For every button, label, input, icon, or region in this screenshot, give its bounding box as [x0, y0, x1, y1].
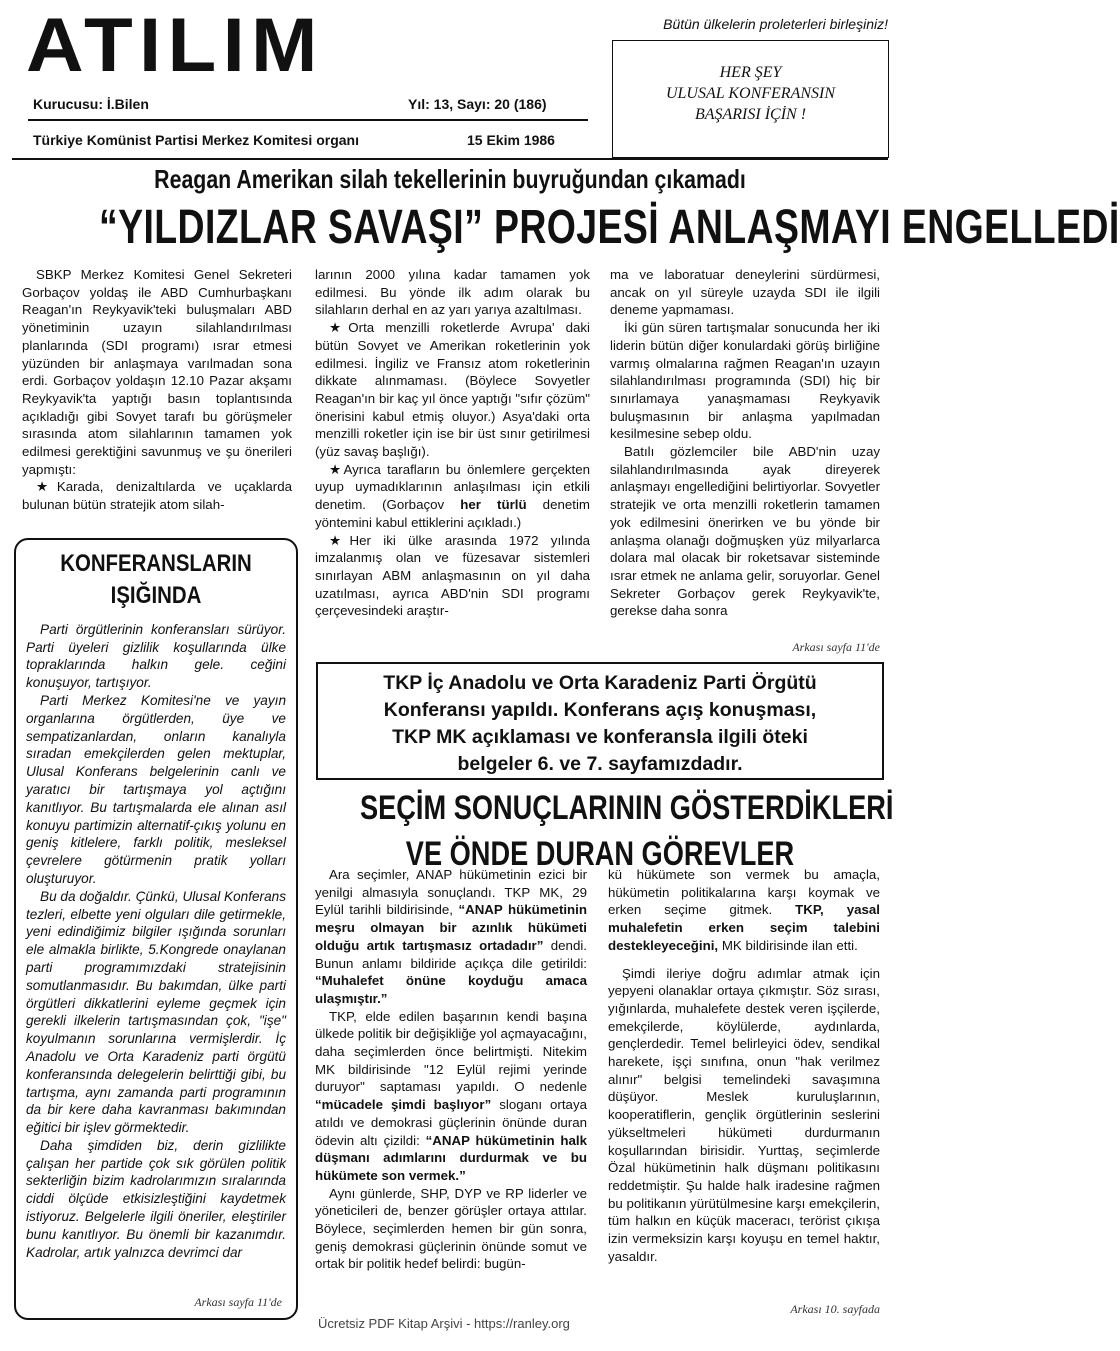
lead-continued: Arkası sayfa 11'de [792, 640, 880, 654]
paragraph: ★Karada, denizaltılarda ve uçaklarda bulunan bütün stratejik atom silah- [22, 479, 292, 513]
paragraph: Aynı günlerde, SHP, DYP ve RP liderler ve yöneticileri de, benzer görüşler ortaya attılar. Böylece, seçimlerden hemen bir gün sonra, geniş demokrasi güçlerinin önünde somut ve ortak bir politik hedef belirdi: bugün- [315, 1185, 587, 1272]
paragraph: larının 2000 yılına kadar tamamen yok edilmesi. Bu yönde ilk adım olarak bu silahların derhal en az yarı yarıya azaltılması. [315, 267, 590, 318]
paragraph: Parti örgütlerinin konferansları sürüyor. Parti üyeleri gizlilik koşullarında ülke topraklarında halkın gele. ceğini konuşuyor, tartışıyor. [26, 621, 286, 691]
paragraph [608, 866, 880, 955]
paragraph: Batılı gözlemciler bile ABD'nin uzay silahlandırılmasında ayak direyerek anlaşmayı engellediğini belirtiyorlar. Sovyetler stratejik ve orta menzilli roketlerin tamamen yok edilmesini önerirken ve bu yönde bir anlaşma olanağı doğmuşken yüz milyarlarca dolara mal olacak bir roketsavar sisteminde ısrar etmek ne anlama gelir, soruyorlar. Genel Sekreter Gorbaçov gerek Reykyavik'te, gerekse daha sonra [610, 444, 880, 619]
headline-line: SEÇİM SONUÇLARININ GÖSTERDİKLERİ [360, 789, 894, 827]
headline-line: VE ÖNDE DURAN GÖREVLER [405, 834, 795, 873]
second-headline [360, 786, 894, 878]
paragraph: ma ve laboratuar deneylerini sürdürmesi, ancak on yıl süreyle uzayda SDI ile ilgili deneme yapmaması. [610, 267, 880, 318]
bold-span: her türlü [460, 497, 527, 513]
text-span: denetim yöntemini kabul ettiklerini açıkladı.) [315, 497, 590, 530]
bold-span: “mücadele şimdi başlıyor” [315, 1097, 492, 1113]
side-box-line: BAŞARISI İÇİN ! [694, 105, 807, 123]
text-span: Ara seçimler, ANAP hükümetinin ezici bir yenilgi almasıyla sonuçlandı. TKP MK, 29 Eylül tarihli bildirisinde, [315, 867, 587, 918]
title-line: IŞIĞINDA [110, 582, 202, 610]
conference-title [46, 548, 267, 613]
slogan: Bütün ülkelerin proleterleri birleşiniz! [663, 16, 888, 32]
title-line: KONFERANSLARIN [60, 550, 252, 577]
bold-span: TKP, yasal muhalefetin erken seçim talebini destekleyeceğini, [608, 902, 880, 953]
side-box-line: HER ŞEY [719, 64, 782, 81]
notice-line: TKP MK açıklaması ve konferansla ilgili öteki [392, 726, 808, 748]
bold-span: “ANAP hükümetinin meşru olmayan bir azınlık hükümeti olduğu artık tartışmasız ortadadır” [315, 902, 587, 953]
lead-headline: “YILDIZLAR SAVAŞI” PROJESİ ANLAŞMAYI ENGELLEDİ [99, 201, 1120, 254]
notice-line: TKP İç Anadolu ve Orta Karadeniz Parti Örgütü [383, 672, 817, 694]
conference-continued: Arkası sayfa 11'de [194, 1295, 282, 1309]
masthead-rule [28, 119, 588, 121]
lead-column-2 [315, 266, 590, 620]
paragraph: Şimdi ileriye doğru adımlar atmak için yepyeni olanaklar ortaya çıkmıştır. Söz sırası, yığınlarda, muhalefete destek veren işçilerde, emekçilerde, köylülerde, aydınlarda, gençlerdedir. Temel belirleyici ödev, sendikal harekete, işçi sınıfına, onun "hak verilmez alınır" belgisi temelindeki savaşımına düşüyor. Meslek kuruluşlarının, kooperatiflerin, gençlik örgütlerinin seslerini yükseltmeleri hükümeti durdurmanın koşullarından birisidir. Yurttaş, seçimlerde Özal hükümetinin halk düşmanı politikasını reddetmiştir. Şu halde halk iradesine rağmen bu politikanın yürütülmesine karşı emekçilerin, tüm halkın en küçük maceracı, terörist çıkışa izin vermeksizin karşı koyuşu en temel haktır, yasaldır. [608, 965, 880, 1264]
issue-date: 15 Ekim 1986 [467, 132, 555, 148]
paragraph: ★Her iki ülke arasında 1972 yılında imzalanmış olan ve füzesavar sistemleri sınırlayan ABM anlaşmasının on yıl daha uzatılması, ayrıca ABD'nin SDI programı çerçevesindeki araştır- [315, 532, 590, 619]
second-column-1 [315, 866, 587, 1273]
bold-span: “Muhalefet önüne koyduğu amaca ulaşmıştır.” [315, 973, 587, 1006]
text-span: sloganı ortaya atıldı ve demokrasi güçlerinin önünde duran ödevin altı çizildi: [315, 1097, 587, 1148]
side-box-line: ULUSAL KONFERANSIN [665, 84, 836, 102]
text-span: ★Ayrıca tarafların bu önlemlere gerçekten uyup uymadıklarının anlaşılması için etkili denetim. (Gorbaçov [315, 461, 590, 513]
lead-kicker: Reagan Amerikan silah tekellerinin buyruğundan çıkamadı [154, 164, 746, 194]
paragraph: Bu da doğaldır. Çünkü, Ulusal Konferans tezleri, elbette yeni olguları dile getirmekle, yeni edindiğimiz bilgiler ışığında sorunları ele almakla birlikte, 5.Kongrede onaylanan parti programımızdaki stratejisinin somutlanmasıdır. Bu bakımdan, ülke parti örgütleri dikkatlerini eyleme geçmek için gerekli ilkelerin tartışmasından çok, "işe" koyulmanın sorunlarına vermişlerdir. İç Anadolu ve Orta Karadeniz parti örgütü konferansında delegelerin belirttiği gibi, bu tartışma, aynı zamanda parti programının da bir kere daha kavranması bakımından eğitici bir işlev görmektedir. [26, 888, 286, 1136]
conference-body [26, 621, 286, 1262]
notice-line: Konferansı yapıldı. Konferans açış konuşması, [383, 699, 817, 721]
side-box [612, 40, 889, 158]
text-span: TKP, elde edilen başarının kendi başına ülkede politik bir değişikliğe yol açmayacağını, daha seçimlerden önce belirtmişti. Nitekim MK bildirisinde "12 Eylül rejimi yerinde duruyor" saptaması yapıldı. O nedenle [315, 1008, 587, 1095]
bold-span: “ANAP hükümetinin halk düşmanı adımlarını durdurmak ve bu hükümete son vermek.” [315, 1132, 587, 1183]
paragraph: Parti Merkez Komitesi'ne ve yayın organlarına örgütlerden, üye ve sempatizanlardan, onların kanalıyla sıradan emekçilerden gelen mektuplar, Ulusal Konferans belgelerinin canlı ve yaratıcı bir tartışmaya yol açtığını kanıtlıyor. Bu tartışmalarda ele alınan asıl konuyu partimizin alternatif-çıkış yolunu en geniş kitlelere, farklı politik, mesleksel çevrelere götürmenin pratik yolları oluşturuyor. [26, 692, 286, 886]
text-span: dendi. Bunun anlamı bildiride açıkça dile getirildi: [315, 937, 587, 971]
paragraph [315, 1008, 587, 1185]
paragraph: İki gün süren tartışmalar sonucunda her iki liderin bütün diğer konulardaki görüş birliğine varmış olmalarına rağmen Reagan'ın uzayın silahlandırılması programında (SDI) hiç bir sınırlamaya yanaşmaması Reykyavik buluşmasının bir anlaşma yapılmadan kesilmesine sebep oldu. [610, 320, 880, 442]
paragraph [315, 866, 587, 1008]
second-column-2 [608, 866, 880, 1265]
conference-box [14, 538, 298, 1320]
text-span: kü hükümete son vermek bu amaçla, hükümetin politikalarına karşı koymak ve erken seçime gitmek. [608, 867, 880, 918]
organ-line: Türkiye Komünist Partisi Merkez Komitesi organı [33, 132, 359, 148]
lead-column-1 [22, 266, 292, 514]
founder-line: Kurucusu: İ.Bilen [33, 96, 149, 112]
text-span: MK bildirisinde ilan etti. [718, 937, 858, 953]
header-divider [12, 158, 888, 160]
lead-column-3 [610, 266, 880, 620]
paragraph: ★Orta menzilli roketlerde Avrupa' daki bütün Sovyet ve Amerikan roketlerinin yok edilmesi. İngiliz ve Fransız atom roketlerinin dikkate alınmaması. (Böylece Sovyetler Reagan'ın bir kaç yıl önce yaptığı "sıfır çözüm" önerisini kabul etmiş oluyor.) Asya'daki orta menzilli roketler için ise bir üst sınır getirilmesi (yüz savaş başlığı). [315, 320, 590, 460]
newspaper-logo: ATILIM [26, 3, 324, 88]
paragraph: SBKP Merkez Komitesi Genel Sekreteri Gorbaçov yoldaş ile ABD Cumhurbaşkanı Reagan'ın Reykyavik'teki buluşmaları ABD yönetiminin uzayın silahlandırılması planlarında (SDI programı) ısrar etmesi yüzünden bir anlaşmaya varılmadan sona erdi. Gorbaçov yoldaşın 12.10 Pazar akşamı Reykyavik'ta yaptığı basın toplantısında açıkladığı gibi Sovyet tarafı bu görüşmeler sırasında atom silahlarının tamamen yok edilmesi gerektiğini savunmuş ve şu önerileri yapmıştı: [22, 267, 292, 477]
paragraph [315, 461, 590, 532]
second-continued: Arkası 10. sayfada [790, 1302, 880, 1316]
paragraph: Daha şimdiden biz, derin gizlilikte çalışan her partide çok sık görülen politik sekterliğin bizim kadrolarımızın sıralarında ciddi ölçüde etkisizleştiğini kaydetmek istiyoruz. Belgelerle ilgili öneriler, eleştiriler bunu kanıtlıyor. Bu önemli bir kazanımdır. Kadrolar, artık yalnızca devrimci dar [26, 1137, 286, 1260]
notice-line: belgeler 6. ve 7. sayfamızdadır. [457, 753, 743, 775]
footer-watermark: Ücretsiz PDF Kitap Arşivi - https://ranley.org [318, 1316, 570, 1331]
issue-number: Yıl: 13, Sayı: 20 (186) [408, 96, 547, 112]
notice-box [316, 662, 884, 780]
